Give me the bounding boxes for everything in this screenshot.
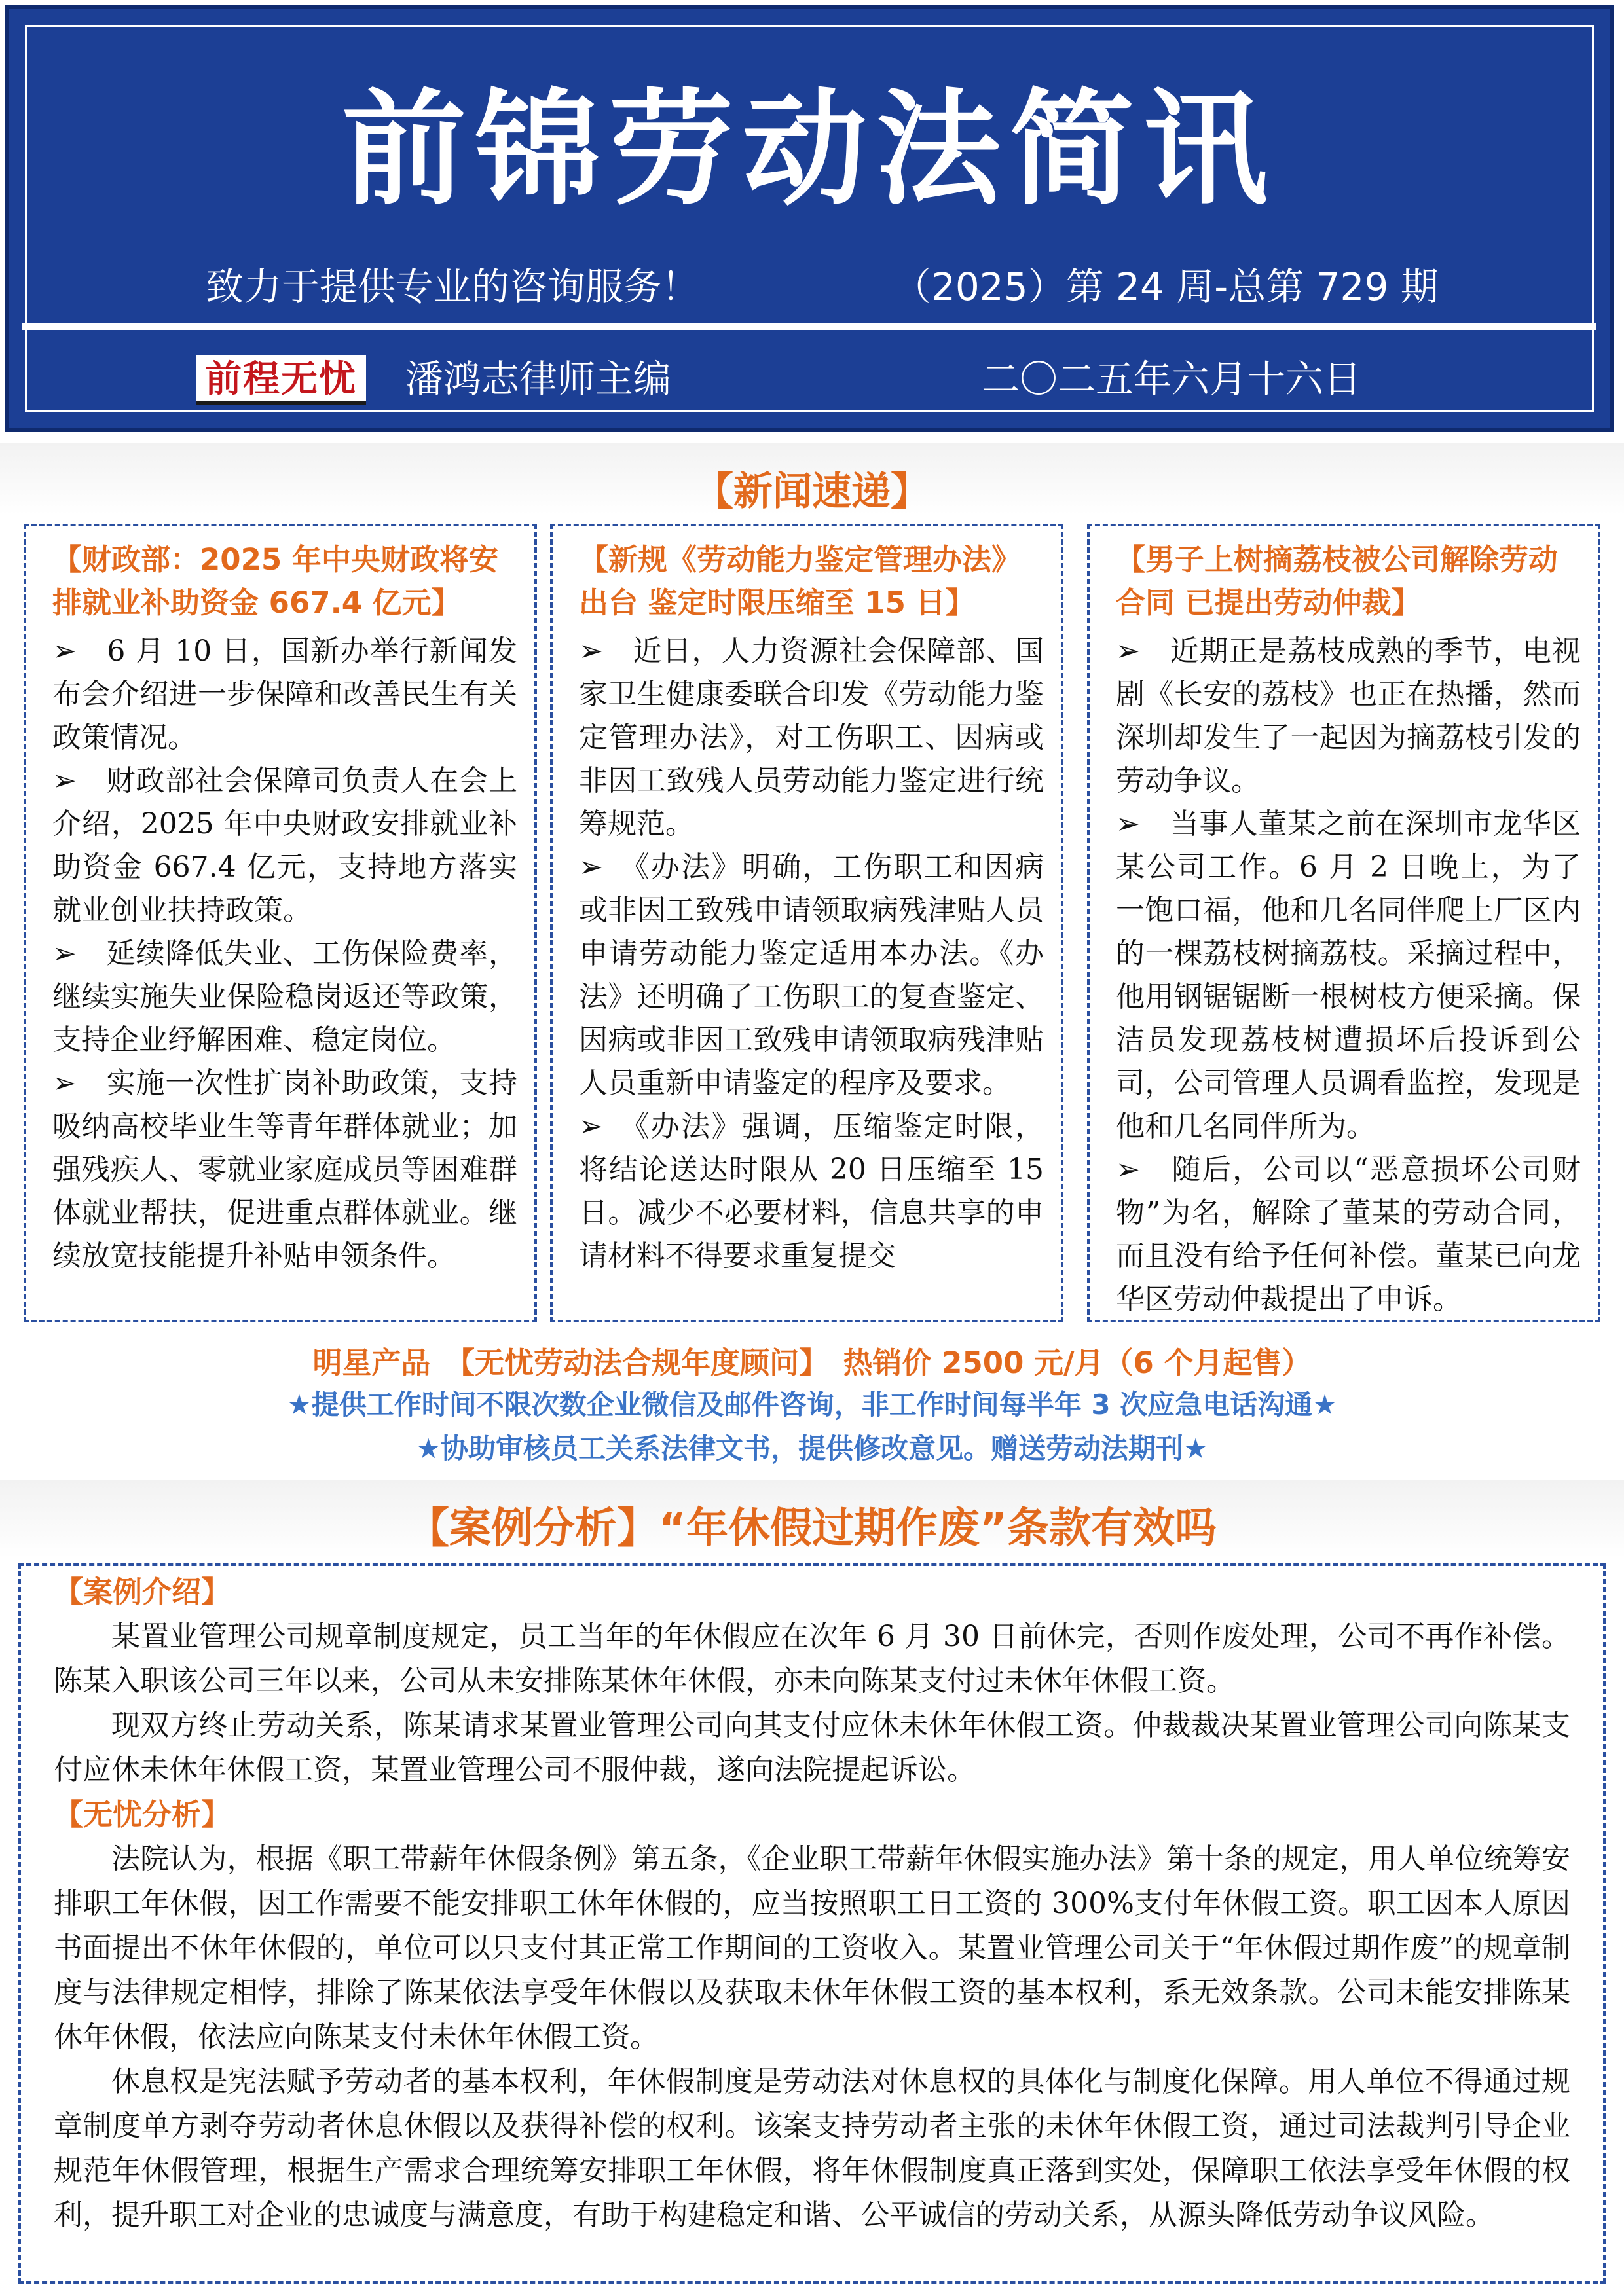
news-headline: 【男子上树摘荔枝被公司解除劳动合同 已提出劳动仲裁】 xyxy=(1116,542,1559,620)
issue-number: （2025）第 24 周-总第 729 期 xyxy=(893,264,1439,309)
51job-logo: 前程无忧 xyxy=(196,355,366,405)
news-paragraph: ➢ 延续降低失业、工伤保险费率，继续实施失业保险稳岗返还等政策，支持企业纾解困难、稳定岗位。 xyxy=(52,937,517,1057)
news-section-title: 【新闻速递】 xyxy=(0,443,1624,515)
news-body xyxy=(52,630,517,1278)
case-paragraph: 休息权是宪法赋予劳动者的基本权利，年休假制度是劳动法对休息权的具体化与制度化保障。用人单位不得通过规章制度单方剥夺劳动者休息休假以及获得补偿的权利。该案支持劳动者主张的未休年休假工资，通过司法裁判引导企业规范年休假管理，根据生产需求合理统筹安排职工年休假，将年休假制度真正落到实处，保障职工依法享受年休假的权利，提升职工对企业的忠诚度与满意度，有助于构建稳定和谐、公平诚信的劳动关系，从源头降低劳动争议风险。 xyxy=(54,2065,1570,2232)
slogan: 致力于提供专业的咨询服务！ xyxy=(206,264,700,309)
product-promo-feature: ★提供工作时间不限次数企业微信及邮件咨询，非工作时间每半年 3 次应急电话沟通★ xyxy=(287,1389,1337,1421)
news-body xyxy=(1116,630,1581,1321)
case-paragraph: 某置业管理公司规章制度规定，员工当年的年休假应在次年 6 月 30 日前休完，否则作废处理，公司不再作补偿。陈某入职该公司三年以来，公司从未安排陈某休年休假，亦未向陈某支付过未休年休假工资。 xyxy=(54,1620,1570,1698)
case-paragraph: 法院认为，根据《职工带薪年休假条例》第五条，《企业职工带薪年休假实施办法》第十条的规定，用人单位统筹安排职工年休假，因工作需要不能安排职工休年休假的，应当按照职工日工资的 300%支付年休假工资。职工因本人原因书面提出不休年休假的，单位可以只支付其正常工作期间的工资收入。某置业管理公司关于“年休假过期作废”的规章制度与法律规定相悖，排除了陈某依法享受年休假以及获取未休年休假工资的基本权利，系无效条款。公司未能安排陈某休年休假，依法应向陈某支付未休年休假工资。 xyxy=(54,1842,1570,2054)
news-paragraph: ➢ 实施一次性扩岗补助政策，支持吸纳高校毕业生等青年群体就业；加强残疾人、零就业家庭成员等困难群体就业帮扶，促进重点群体就业。继续放宽技能提升补贴申领条件。 xyxy=(52,1066,517,1273)
case-analysis-heading: 【无忧分析】 xyxy=(54,1797,231,1832)
masthead-divider xyxy=(22,323,1596,330)
product-promo-feature: ★协助审核员工关系法律文书，提供修改意见。赠送劳动法期刊★ xyxy=(416,1432,1208,1465)
news-column-3 xyxy=(1087,524,1600,1322)
editor-credit: 潘鸿志律师主编 xyxy=(405,357,672,401)
news-paragraph: ➢ 近期正是荔枝成熟的季节，电视剧《长安的荔枝》也正在热播，然而深圳却发生了一起因为摘荔枝引发的劳动争议。 xyxy=(1116,634,1581,797)
news-paragraph: ➢ 《办法》明确，工伤职工和因病或非因工致残申请领取病残津贴人员申请劳动能力鉴定适用本办法。《办法》还明确了工伤职工的复查鉴定、因病或非因工致残申请领取病残津贴人员重新申请鉴定的程序及要求。 xyxy=(579,850,1044,1100)
case-intro-heading: 【案例介绍】 xyxy=(54,1575,231,1609)
news-paragraph: ➢ 当事人董某之前在深圳市龙华区某公司工作。6 月 2 日晚上，为了一饱口福，他和几名同伴爬上厂区内的一棵荔枝树摘荔枝。采摘过程中，他用钢锯锯断一根树枝方便采摘。保洁员发现荔枝树遭损坏后投诉到公司，公司管理人员调看监控，发现是他和几名同伴所为。 xyxy=(1116,807,1581,1143)
news-headline: 【财政部：2025 年中央财政将安排就业补助资金 667.4 亿元】 xyxy=(52,542,498,620)
news-body xyxy=(579,630,1044,1278)
case-paragraph: 现双方终止劳动关系，陈某请求某置业管理公司向其支付应休未休年休假工资。仲裁裁决某置业管理公司向陈某支付应休未休年休假工资，某置业管理公司不服仲裁，遂向法院提起诉讼。 xyxy=(54,1709,1570,1787)
case-section-title: 【案例分析】“年休假过期作废”条款有效吗 xyxy=(0,1480,1624,1558)
news-headline: 【新规《劳动能力鉴定管理办法》出台 鉴定时限压缩至 15 日】 xyxy=(579,542,1022,620)
news-paragraph: ➢ 近日，人力资源社会保障部、国家卫生健康委联合印发《劳动能力鉴定管理办法》，对工伤职工、因病或非因工致残人员劳动能力鉴定进行统筹规范。 xyxy=(579,634,1044,841)
case-analysis-box xyxy=(18,1563,1606,2284)
news-paragraph: ➢ 随后，公司以“恶意损坏公司财物”为名，解除了董某的劳动合同，而且没有给予任何补偿。董某已向龙华区劳动仲裁提出了申诉。 xyxy=(1116,1153,1581,1316)
masthead xyxy=(5,5,1614,432)
news-column-1 xyxy=(24,524,537,1322)
news-paragraph: ➢ 《办法》强调，压缩鉴定时限，将结论送达时限从 20 日压缩至 15 日。减少不必要材料，信息共享的申请材料不得要求重复提交 xyxy=(579,1110,1044,1273)
news-column-2 xyxy=(550,524,1063,1322)
issue-date: 二〇二五年六月十六日 xyxy=(982,357,1362,401)
news-paragraph: ➢ 6 月 10 日，国新办举行新闻发布会介绍进一步保障和改善民生有关政策情况。 xyxy=(52,634,517,754)
newsletter-title: 前锦劳动法简讯 xyxy=(341,77,1277,222)
product-promo-title: 明星产品 【无忧劳动法合规年度顾问】 热销价 2500 元/月（6 个月起售） xyxy=(312,1345,1312,1380)
news-paragraph: ➢ 财政部社会保障司负责人在会上介绍，2025 年中央财政安排就业补助资金 667.4 亿元，支持地方落实就业创业扶持政策。 xyxy=(52,764,517,927)
